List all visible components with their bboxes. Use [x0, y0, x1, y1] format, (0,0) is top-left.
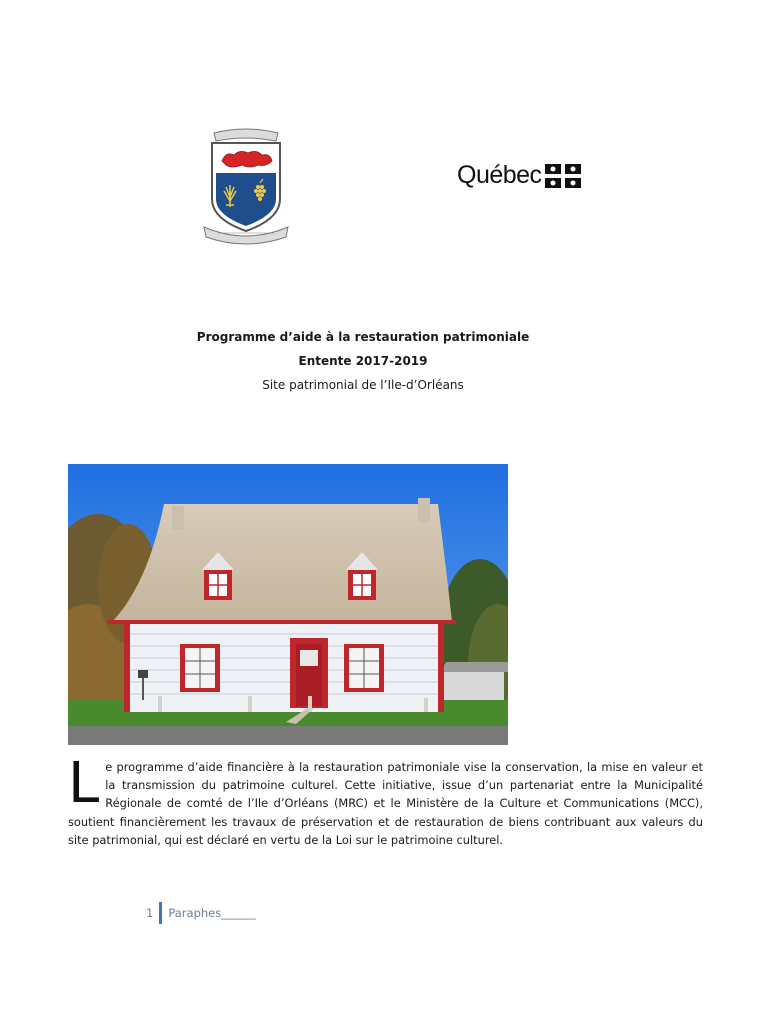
page-footer: [146, 902, 256, 924]
site-subtitle: Site patrimonial de l’Ile-d’Orléans: [262, 378, 464, 392]
page-number: 1: [146, 906, 154, 920]
quebec-wordmark: Québec: [457, 161, 542, 189]
coat-of-arms-icon: [200, 127, 292, 245]
agreement-title: Entente 2017-2019: [298, 354, 428, 368]
paragraph-text: e programme d’aide financière à la restauration patrimoniale vise la conservation, la mise en valeur et la transmission du patrimoine culturel. Cette initiative, issue d’un partenariat entre la Municipalité Régionale de comté de l’Ile d’Orléans (MRC) et le Ministère de la Culture et Communications (MCC), soutient financièrement les travaux de préservation et de restauration de biens contribuant aux valeurs du site patrimonial, qui est déclaré en vertu de la Loi sur le patrimoine culturel.: [68, 760, 703, 847]
drop-cap: L: [68, 751, 100, 816]
program-title: Programme d’aide à la restauration patrimoniale: [196, 330, 530, 344]
quebec-logo: [457, 163, 581, 188]
intro-paragraph: [68, 751, 703, 849]
title-block: [0, 330, 726, 402]
paraphes-field: Paraphes______: [168, 906, 256, 920]
house-photo: [68, 464, 508, 745]
fleur-de-lis-flag-icon: [545, 164, 581, 188]
footer-divider: [159, 902, 162, 924]
